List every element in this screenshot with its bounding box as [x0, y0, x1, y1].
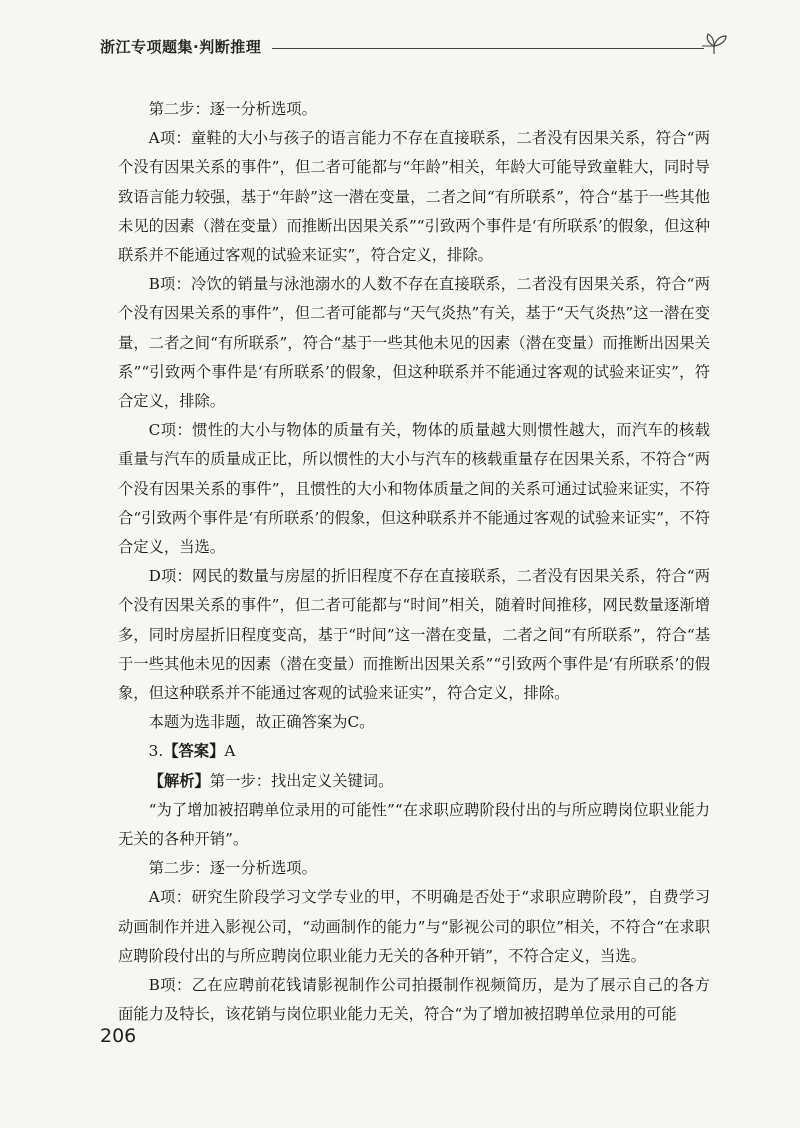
paragraph: C项：惯性的大小与物体的质量有关，物体的质量越大则惯性越大，而汽车的核载重量与汽车的质量成正比，所以惯性的大小与汽车的核载重量存在因果关系，不符合“两个没有因果关系的事件”，且惯性的大小和物体质量之间的关系可通过试验来证实，不符合“引致两个事件是‘有所联系’的假象，但这种联系并不能通过客观的试验来证实”，不符合定义，当选。: [118, 421, 710, 557]
paragraph: A项：研究生阶段学习文学专业的甲，不明确是否处于“求职应聘阶段”，自费学习动画制作并进入影视公司，“动画制作的能力”与“影视公司的职位”相关，不符合“在求职应聘阶段付出的与所应聘岗位职业能力无关的各种开销”，不符合定义，当选。: [118, 888, 710, 965]
answer-line: [118, 737, 710, 766]
page-body: [118, 95, 710, 1030]
paragraph: B项：乙在应聘前花钱请影视制作公司拍摄制作视频简历，是为了展示自己的各方面能力及特长，该花销与岗位职业能力无关，符合“为了增加被招聘单位录用的可能: [118, 976, 710, 1024]
answer-value: A: [224, 742, 236, 761]
analysis-label: 【解析】: [148, 771, 210, 790]
sprout-icon: [700, 30, 730, 58]
analysis-text: 第一步：找出定义关键词。: [209, 771, 394, 790]
running-header: [100, 30, 730, 62]
question-number: 3.: [148, 742, 164, 761]
header-title: 浙江专项题集·判断推理: [100, 38, 262, 56]
paragraph: 第二步：逐一分析选项。: [148, 100, 317, 118]
analysis-line: [118, 767, 710, 796]
paragraph: “为了增加被招聘单位录用的可能性”“在求职应聘阶段付出的与所应聘岗位职业能力无关的各种开销”。: [118, 800, 710, 849]
answer-label: 【答案】: [163, 742, 225, 761]
paragraph: B项：冷饮的销量与泳池溺水的人数不存在直接联系，二者没有因果关系，符合“两个没有因果关系的事件”，但二者可能都与“天气炎热”有关，基于“天气炎热”这一潜在变量，二者之间“有所联系”，符合“基于一些其他未见的因素（潜在变量）而推断出因果关系”“引致两个事件是‘有所联系’的假象，但这种联系并不能通过客观的试验来证实”，符合定义，排除。: [118, 275, 710, 411]
header-rule: [272, 48, 704, 49]
paragraph: 本题为选非题，故正确答案为C。: [148, 713, 375, 732]
paragraph: A项：童鞋的大小与孩子的语言能力不存在直接联系，二者没有因果关系，符合“两个没有因果关系的事件”，但二者可能都与“年龄”相关，年龄大可能导致童鞋大，同时导致语言能力较强，基于“年龄”这一潜在变量，二者之间“有所联系”，符合“基于一些其他未见的因素（潜在变量）而推断出因果关系”“引致两个事件是‘有所联系’的假象，但这种联系并不能通过客观的试验来证实”，符合定义，排除。: [118, 129, 710, 265]
paragraph: D项：网民的数量与房屋的折旧程度不存在直接联系，二者没有因果关系，符合“两个没有因果关系的事件”，但二者可能都与“时间”相关，随着时间推移，网民数量逐渐增多，同时房屋折旧程度变高，基于“时间”这一潜在变量，二者之间“有所联系”，符合“基于一些其他未见的因素（潜在变量）而推断出因果关系”“引致两个事件是‘有所联系’的假象，但这种联系并不能通过客观的试验来证实”，符合定义，排除。: [118, 567, 710, 703]
page-number: 206: [100, 1025, 137, 1047]
paragraph: 第二步：逐一分析选项。: [148, 859, 317, 878]
